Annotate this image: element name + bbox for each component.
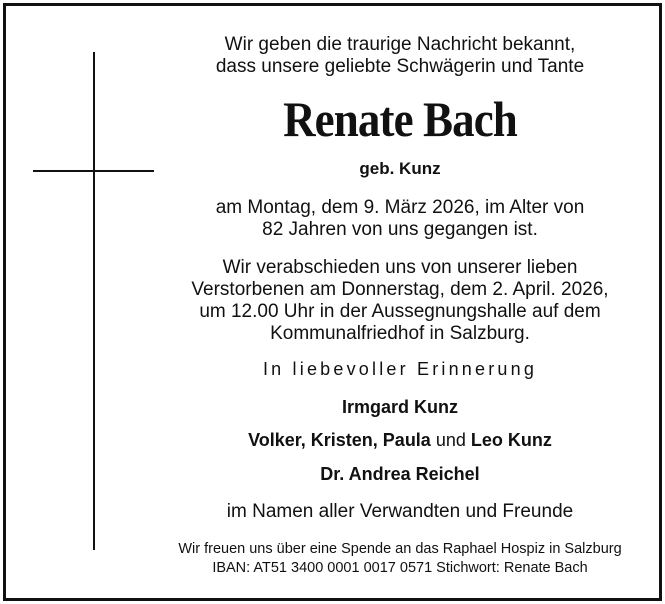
mourner-leo: Leo Kunz — [470, 430, 552, 450]
donation-line-1: Wir freuen uns über eine Spende an das Raphael Hospiz in Salzburg — [178, 541, 622, 557]
intro-line-2: dass unsere geliebte Schwägerin und Tante — [215, 56, 585, 77]
mourner-family-line — [140, 429, 660, 452]
donation-line-2: IBAN: AT51 3400 0001 0017 0571 Stichwort: Renate Bach — [212, 560, 588, 576]
deceased-name: Renate Bach — [283, 91, 517, 147]
mourner-irmgard: Irmgard Kunz — [341, 397, 458, 417]
death-line-1: am Montag, dem 9. März 2026, im Alter von — [215, 197, 585, 218]
maiden-name: geb. Kunz — [359, 159, 441, 178]
closing-line: im Namen aller Verwandten und Freunde — [226, 501, 574, 522]
cross-horizontal-bar — [33, 170, 154, 172]
mourner-family-names: Volker, Kristen, Paula — [248, 430, 431, 450]
remembrance-line: In liebevoller Erinnerung — [262, 359, 538, 379]
funeral-line-2: Verstorbenen am Donnerstag, dem 2. April. 2026, — [191, 279, 609, 300]
mourner-andrea: Dr. Andrea Reichel — [320, 464, 480, 484]
funeral-line-4: Kommunalfriedhof in Salzburg. — [270, 323, 530, 344]
death-line-2: 82 Jahren von uns gegangen ist. — [262, 219, 538, 240]
mourner-family-joiner: und — [435, 430, 466, 450]
cross-vertical-bar — [93, 52, 95, 550]
intro-line-1: Wir geben die traurige Nachricht bekannt, — [224, 34, 576, 55]
funeral-line-1: Wir verabschieden uns von unserer lieben — [222, 257, 578, 278]
funeral-line-3: um 12.00 Uhr in der Aussegnungshalle auf dem — [199, 301, 601, 322]
